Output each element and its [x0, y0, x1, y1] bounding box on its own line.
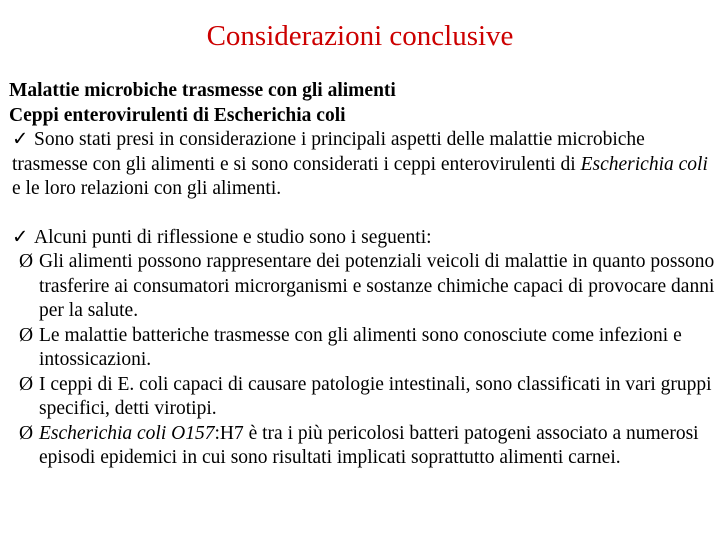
bullet-italic: Escherichia coli O157	[39, 422, 215, 444]
para1-italic: Escherichia coli	[580, 153, 708, 175]
checkmark-icon: ✓	[12, 129, 29, 150]
heading-ceppi: Ceppi enterovirulenti di Escherichia coli	[9, 104, 346, 126]
bullet-item	[9, 250, 715, 324]
arrow-bullet-icon: Ø	[19, 373, 34, 395]
paragraph-punti	[9, 226, 715, 251]
checkmark-icon: ✓	[12, 226, 29, 248]
bullet-item	[9, 324, 715, 373]
bullet-text: :H7 è tra i più pericolosi batteri patogeni associato a numerosi episodi epidemici in cui sono risultati implicati soprattutto alimenti carnei.	[39, 422, 699, 468]
bullet-text: Le malattie batteriche trasmesse con gli alimenti sono conosciute come infezioni e intossicazioni.	[39, 324, 682, 370]
arrow-bullet-icon: Ø	[19, 422, 34, 444]
para1-text-before: Sono stati presi in considerazione i principali aspetti delle malattie microbiche trasmesse con gli alimenti e si sono considerati i ceppi enterovirulenti di	[12, 129, 645, 175]
para2-text: Alcuni punti di riflessione e studio sono i seguenti:	[34, 226, 432, 248]
bullet-text: Gli alimenti possono rappresentare dei potenziali veicoli di malattie in quanto possono trasferire ai consumatori microrganismi e sostanze chimiche capaci di provocare danni per la salute.	[39, 251, 715, 321]
bullet-item	[9, 422, 715, 471]
bullet-text: I ceppi di E. coli capaci di causare patologie intestinali, sono classificati in vari gruppi specifici, detti virotipi.	[39, 373, 712, 419]
heading-malattie: Malattie microbiche trasmesse con gli alimenti	[9, 80, 396, 101]
slide-title: Considerazioni conclusive	[206, 20, 514, 52]
para1-text-after: e le loro relazioni con gli alimenti.	[12, 178, 282, 199]
bullet-item	[9, 373, 715, 422]
paragraph-considerazioni	[9, 128, 715, 202]
slide-body	[9, 79, 715, 471]
arrow-bullet-icon: Ø	[19, 324, 34, 346]
arrow-bullet-icon: Ø	[19, 251, 34, 272]
